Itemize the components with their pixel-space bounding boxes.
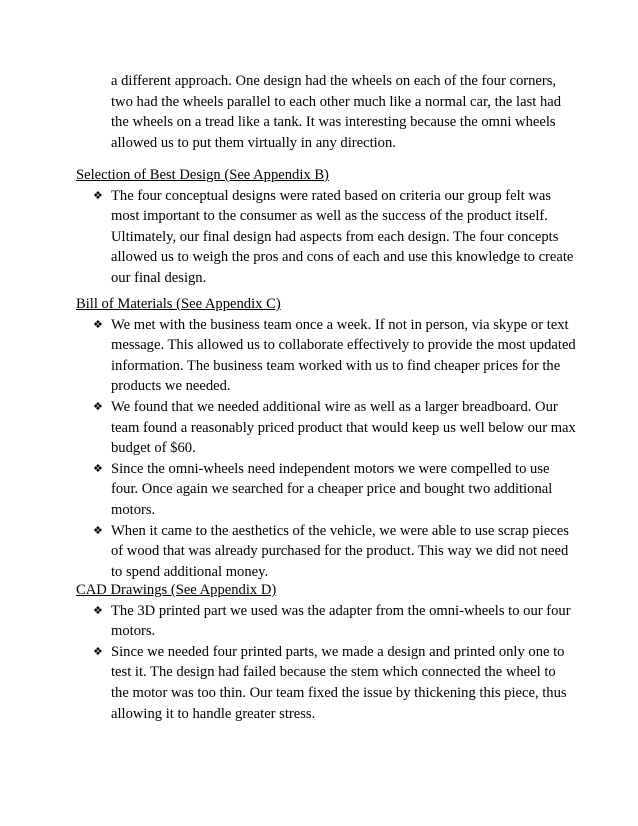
bullet-text: The 3D printed part we used was the adapter from the omni-wheels to our four motors.	[111, 602, 571, 640]
continuation-paragraph: a different approach. One design had the wheels on each of the four corners, two had the wheels parallel to each other much like a normal car, the last had the wheels on a tread like a tank. It was interesting because the omni wheels allowed us to put them virtually in any direction.	[111, 73, 562, 151]
list-item	[76, 642, 576, 724]
list-item	[76, 315, 576, 397]
bullet-text: We met with the business team once a week. If not in person, via skype or text message. This allowed us to collaborate effectively to provide the most updated information. The business team worked with us to find cheaper prices for the products we needed.	[111, 316, 576, 395]
bullet-icon: ❖	[93, 188, 103, 202]
list-item	[76, 601, 576, 642]
section-cad-drawings	[76, 580, 576, 724]
bullet-icon: ❖	[93, 603, 103, 617]
bullet-list	[76, 601, 576, 725]
bullet-icon: ❖	[93, 644, 103, 658]
bullet-icon: ❖	[93, 461, 103, 475]
bullet-text: When it came to the aesthetics of the vehicle, we were able to use scrap pieces of wood that was already purchased for the product. This way we did not need to spend additional money.	[111, 522, 569, 580]
list-item	[76, 186, 576, 289]
bullet-icon: ❖	[93, 523, 103, 537]
bullet-text: Since the omni-wheels need independent motors we were compelled to use four. Once again we searched for a cheaper price and bought two additional motors.	[111, 460, 553, 518]
list-item	[76, 521, 576, 583]
section-heading: Bill of Materials (See Appendix C)	[76, 296, 281, 312]
bullet-text: We found that we needed additional wire as well as a larger breadboard. Our team found a reasonably priced product that would keep us well below our max budget of $60.	[111, 398, 576, 457]
section-heading: Selection of Best Design (See Appendix B)	[76, 167, 329, 183]
bullet-text: Since we needed four printed parts, we made a design and printed only one to test it. The design had failed because the stem which connected the wheel to the motor was too thin. Our team fixed the issue by thickening this piece, thus allowing it to handle greater stress.	[111, 643, 567, 722]
bullet-list	[76, 315, 576, 583]
bullet-text: The four conceptual designs were rated based on criteria our group felt was most important to the consumer as well as the success of the product itself. Ultimately, our final design had aspects from each design. The four concepts allowed us to weigh the pros and cons of each and use this knowledge to create our final design.	[111, 187, 574, 286]
section-heading: CAD Drawings (See Appendix D)	[76, 582, 277, 598]
bullet-list	[76, 186, 576, 289]
section-selection-of-best-design	[76, 165, 576, 289]
bullet-icon: ❖	[93, 399, 103, 413]
list-item	[76, 459, 576, 521]
section-bill-of-materials	[76, 294, 576, 582]
bullet-icon: ❖	[93, 317, 103, 331]
list-item	[76, 397, 576, 459]
